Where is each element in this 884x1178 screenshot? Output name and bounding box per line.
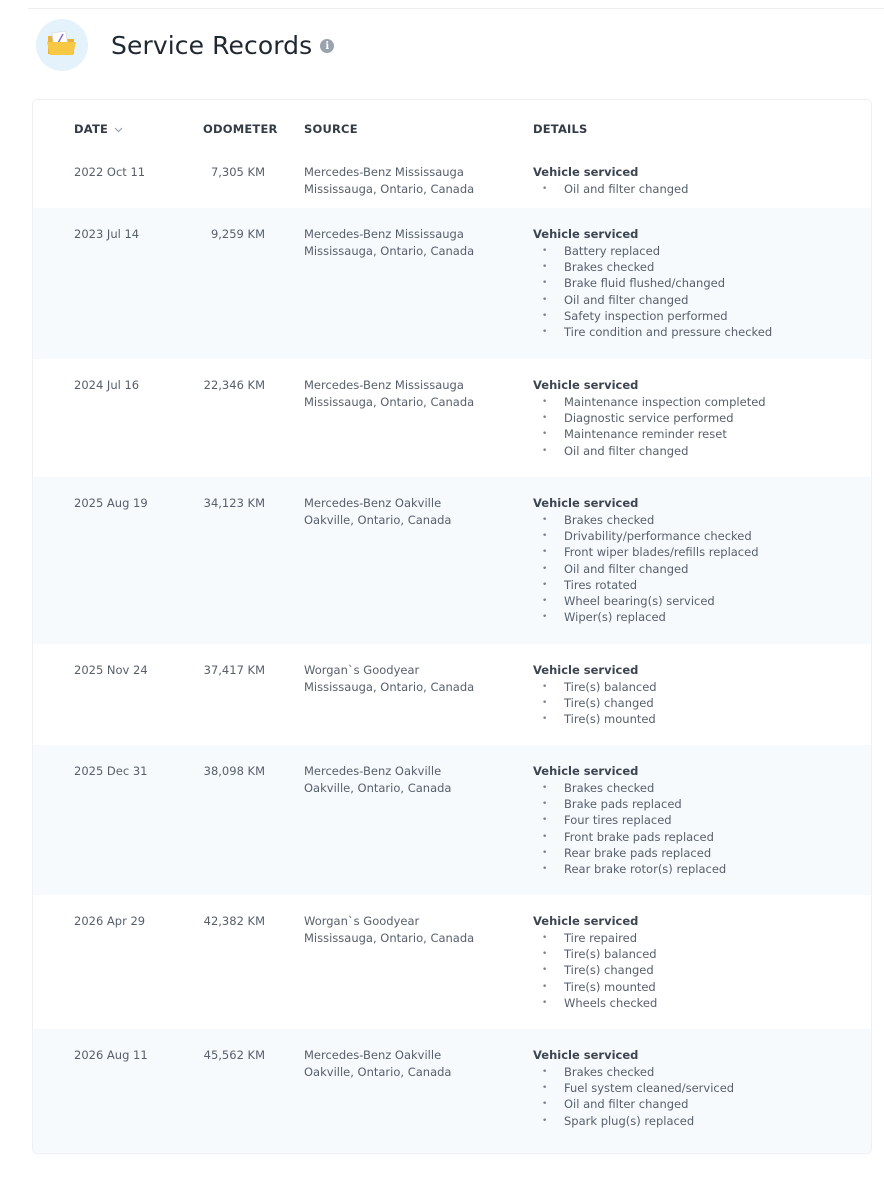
row-details (533, 662, 657, 728)
bullet-icon: • (542, 1115, 548, 1126)
list-item-text: Tire condition and pressure checked (564, 325, 773, 340)
table-row (33, 1029, 871, 1153)
bullet-icon: • (542, 413, 548, 424)
table-row (33, 745, 871, 895)
column-header-date[interactable]: DATE (74, 122, 123, 136)
details-title: Vehicle serviced (533, 1048, 639, 1062)
details-list (533, 394, 766, 459)
list-item-text: Maintenance inspection completed (564, 395, 766, 409)
page-title: Service Records (111, 30, 313, 60)
list-item (533, 780, 726, 796)
details-title: Vehicle serviced (533, 496, 639, 510)
list-item-text: Tire(s) changed (564, 696, 654, 711)
table-row (33, 477, 871, 644)
row-date: 2024 Jul 16 (74, 378, 140, 392)
details-title: Vehicle serviced (533, 378, 639, 392)
list-item-text: Tires rotated (564, 577, 638, 592)
bullet-icon: • (542, 278, 548, 289)
details-list (533, 780, 726, 877)
list-item (533, 812, 726, 828)
list-item (533, 845, 726, 861)
list-item-text: Maintenance reminder reset (564, 427, 727, 442)
source-name: Mercedes-Benz Mississauga (304, 378, 464, 392)
row-source (304, 913, 474, 947)
row-odometer: 42,382 KM (203, 914, 265, 928)
bullet-icon: • (542, 547, 548, 558)
row-odometer: 37,417 KM (203, 663, 265, 677)
list-item (533, 995, 657, 1011)
details-list (533, 243, 772, 340)
list-item (533, 609, 759, 625)
bullet-icon: • (542, 698, 548, 709)
list-item (533, 259, 772, 275)
list-item (533, 561, 759, 577)
list-item-text: Front brake pads replaced (564, 829, 714, 844)
bullet-icon: • (542, 515, 548, 525)
list-item-text: Spark plug(s) replaced (564, 1113, 695, 1128)
list-item (533, 181, 688, 197)
bullet-icon: • (542, 294, 548, 305)
row-date: 2023 Jul 14 (74, 227, 140, 241)
list-item (533, 1113, 734, 1129)
bullet-icon: • (542, 714, 548, 725)
list-item (533, 512, 759, 528)
list-item (533, 593, 759, 609)
list-item (533, 829, 726, 845)
list-item-text: Tire(s) mounted (564, 712, 656, 727)
row-odometer: 38,098 KM (203, 764, 265, 778)
bullet-icon: • (542, 949, 548, 960)
list-item (533, 1064, 734, 1080)
list-item-text: Brakes checked (564, 513, 655, 527)
bullet-icon: • (542, 682, 548, 692)
list-item-text: Wiper(s) replaced (564, 610, 666, 625)
bullet-icon: • (542, 531, 548, 542)
page-header (36, 18, 334, 72)
details-title: Vehicle serviced (533, 764, 639, 778)
row-odometer: 7,305 KM (210, 165, 265, 179)
bullet-icon: • (542, 799, 548, 810)
list-item (533, 695, 657, 711)
bullet-icon: • (542, 612, 548, 623)
details-list (533, 512, 759, 625)
column-header-odometer: ODOMETER (203, 122, 278, 136)
table-row (33, 208, 871, 359)
column-header-source: SOURCE (304, 122, 358, 136)
row-date: 2025 Dec 31 (74, 764, 148, 778)
details-list (533, 181, 688, 197)
source-location: Mississauga, Ontario, Canada (304, 680, 475, 694)
list-item (533, 292, 772, 308)
row-details (533, 1047, 734, 1129)
bullet-icon: • (542, 933, 548, 943)
list-item (533, 275, 772, 291)
list-item-text: Fuel system cleaned/serviced (564, 1081, 735, 1096)
row-date: 2026 Aug 11 (74, 1048, 148, 1062)
row-date: 2026 Apr 29 (74, 914, 146, 928)
row-date: 2025 Aug 19 (74, 496, 148, 510)
table-row (33, 644, 871, 745)
row-source (304, 226, 474, 260)
row-date: 2022 Oct 11 (74, 165, 146, 179)
details-list (533, 1064, 734, 1129)
source-location: Oakville, Ontario, Canada (304, 781, 452, 795)
list-item (533, 544, 759, 560)
row-details (533, 377, 766, 459)
service-records-table (33, 100, 871, 1153)
list-item-text: Diagnostic service performed (564, 411, 734, 426)
row-odometer: 34,123 KM (203, 496, 265, 510)
list-item-text: Tire(s) balanced (564, 947, 657, 962)
bullet-icon: • (542, 1067, 548, 1077)
list-item-text: Tire(s) changed (564, 963, 654, 978)
list-item (533, 962, 657, 978)
bullet-icon: • (542, 847, 548, 858)
bullet-icon: • (542, 445, 548, 456)
list-item-text: Front wiper blades/refills replaced (564, 545, 759, 560)
source-location: Mississauga, Ontario, Canada (304, 182, 475, 196)
bullet-icon: • (542, 327, 548, 338)
table-row (33, 895, 871, 1029)
list-item-text: Wheels checked (564, 995, 658, 1010)
details-title: Vehicle serviced (533, 227, 639, 241)
row-source (304, 1047, 451, 1081)
list-item (533, 679, 657, 695)
list-item-text: Drivability/performance checked (564, 529, 752, 544)
row-details (533, 226, 772, 340)
list-item (533, 308, 772, 324)
list-item (533, 979, 657, 995)
list-item-text: Rear brake pads replaced (564, 845, 712, 860)
table-row (33, 156, 871, 208)
list-item-text: Safety inspection performed (564, 308, 728, 323)
bullet-icon: • (542, 397, 548, 407)
chevron-down-icon[interactable] (114, 122, 123, 136)
bullet-icon: • (542, 563, 548, 574)
details-title: Vehicle serviced (533, 914, 639, 928)
list-item-text: Oil and filter changed (564, 1097, 689, 1112)
bullet-icon: • (542, 596, 548, 607)
bullet-icon: • (542, 184, 548, 194)
folder-icon (36, 19, 88, 71)
bullet-icon: • (542, 1083, 548, 1094)
list-item (533, 394, 766, 410)
list-item-text: Brake pads replaced (564, 797, 682, 812)
list-item-text: Oil and filter changed (564, 292, 689, 307)
list-item (533, 243, 772, 259)
list-item (533, 796, 726, 812)
list-item-text: Brakes checked (564, 1065, 655, 1079)
list-item (533, 324, 772, 340)
list-item (533, 1096, 734, 1112)
bullet-icon: • (542, 965, 548, 976)
source-location: Mississauga, Ontario, Canada (304, 395, 475, 409)
table-header (33, 100, 871, 156)
bullet-icon: • (542, 246, 548, 256)
bullet-icon: • (542, 831, 548, 842)
source-name: Mercedes-Benz Oakville (304, 1048, 442, 1062)
details-title: Vehicle serviced (533, 165, 639, 179)
bullet-icon: • (542, 815, 548, 826)
table-row (33, 359, 871, 477)
list-item (533, 410, 766, 426)
info-icon[interactable]: i (320, 39, 334, 53)
bullet-icon: • (542, 783, 548, 793)
list-item (533, 946, 657, 962)
row-details (533, 763, 726, 877)
details-title: Vehicle serviced (533, 663, 639, 677)
row-date: 2025 Nov 24 (74, 663, 148, 677)
list-item (533, 577, 759, 593)
bullet-icon: • (542, 262, 548, 273)
row-odometer: 9,259 KM (210, 227, 265, 241)
row-source (304, 763, 451, 797)
top-divider (28, 8, 884, 9)
list-item (533, 861, 726, 877)
row-source (304, 662, 474, 696)
source-name: Worgan`s Goodyear (304, 914, 420, 928)
row-source (304, 495, 451, 529)
source-location: Mississauga, Ontario, Canada (304, 244, 475, 258)
list-item-text: Oil and filter changed (564, 182, 689, 196)
list-item-text: Wheel bearing(s) serviced (564, 594, 715, 609)
bullet-icon: • (542, 579, 548, 590)
list-item-text: Four tires replaced (564, 813, 672, 828)
bullet-icon: • (542, 997, 548, 1008)
source-name: Worgan`s Goodyear (304, 663, 420, 677)
list-item-text: Tire repaired (564, 931, 638, 945)
list-item-text: Tire(s) mounted (564, 979, 656, 994)
row-details (533, 164, 688, 197)
list-item (533, 443, 766, 459)
bullet-icon: • (542, 981, 548, 992)
source-name: Mercedes-Benz Oakville (304, 496, 442, 510)
source-name: Mercedes-Benz Mississauga (304, 165, 464, 179)
details-list (533, 679, 657, 728)
column-header-details: DETAILS (533, 122, 588, 136)
source-location: Mississauga, Ontario, Canada (304, 931, 475, 945)
row-details (533, 495, 759, 625)
list-item (533, 528, 759, 544)
row-source (304, 377, 474, 411)
list-item (533, 711, 657, 727)
list-item-text: Brakes checked (564, 260, 655, 275)
bullet-icon: • (542, 1099, 548, 1110)
list-item-text: Oil and filter changed (564, 443, 689, 458)
row-odometer: 22,346 KM (203, 378, 265, 392)
source-name: Mercedes-Benz Mississauga (304, 227, 464, 241)
row-source (304, 164, 474, 198)
list-item-text: Brakes checked (564, 781, 655, 795)
list-item-text: Tire(s) balanced (564, 680, 657, 694)
bullet-icon: • (542, 429, 548, 440)
list-item (533, 930, 657, 946)
source-name: Mercedes-Benz Oakville (304, 764, 442, 778)
source-location: Oakville, Ontario, Canada (304, 513, 452, 527)
bullet-icon: • (542, 310, 548, 321)
details-list (533, 930, 657, 1011)
list-item-text: Rear brake rotor(s) replaced (564, 862, 727, 877)
source-location: Oakville, Ontario, Canada (304, 1065, 452, 1079)
list-item-text: Battery replaced (564, 244, 661, 258)
bullet-icon: • (542, 864, 548, 875)
row-odometer: 45,562 KM (203, 1048, 265, 1062)
list-item (533, 426, 766, 442)
row-details (533, 913, 657, 1011)
list-item (533, 1080, 734, 1096)
list-item-text: Brake fluid flushed/changed (564, 276, 726, 291)
list-item-text: Oil and filter changed (564, 561, 689, 576)
